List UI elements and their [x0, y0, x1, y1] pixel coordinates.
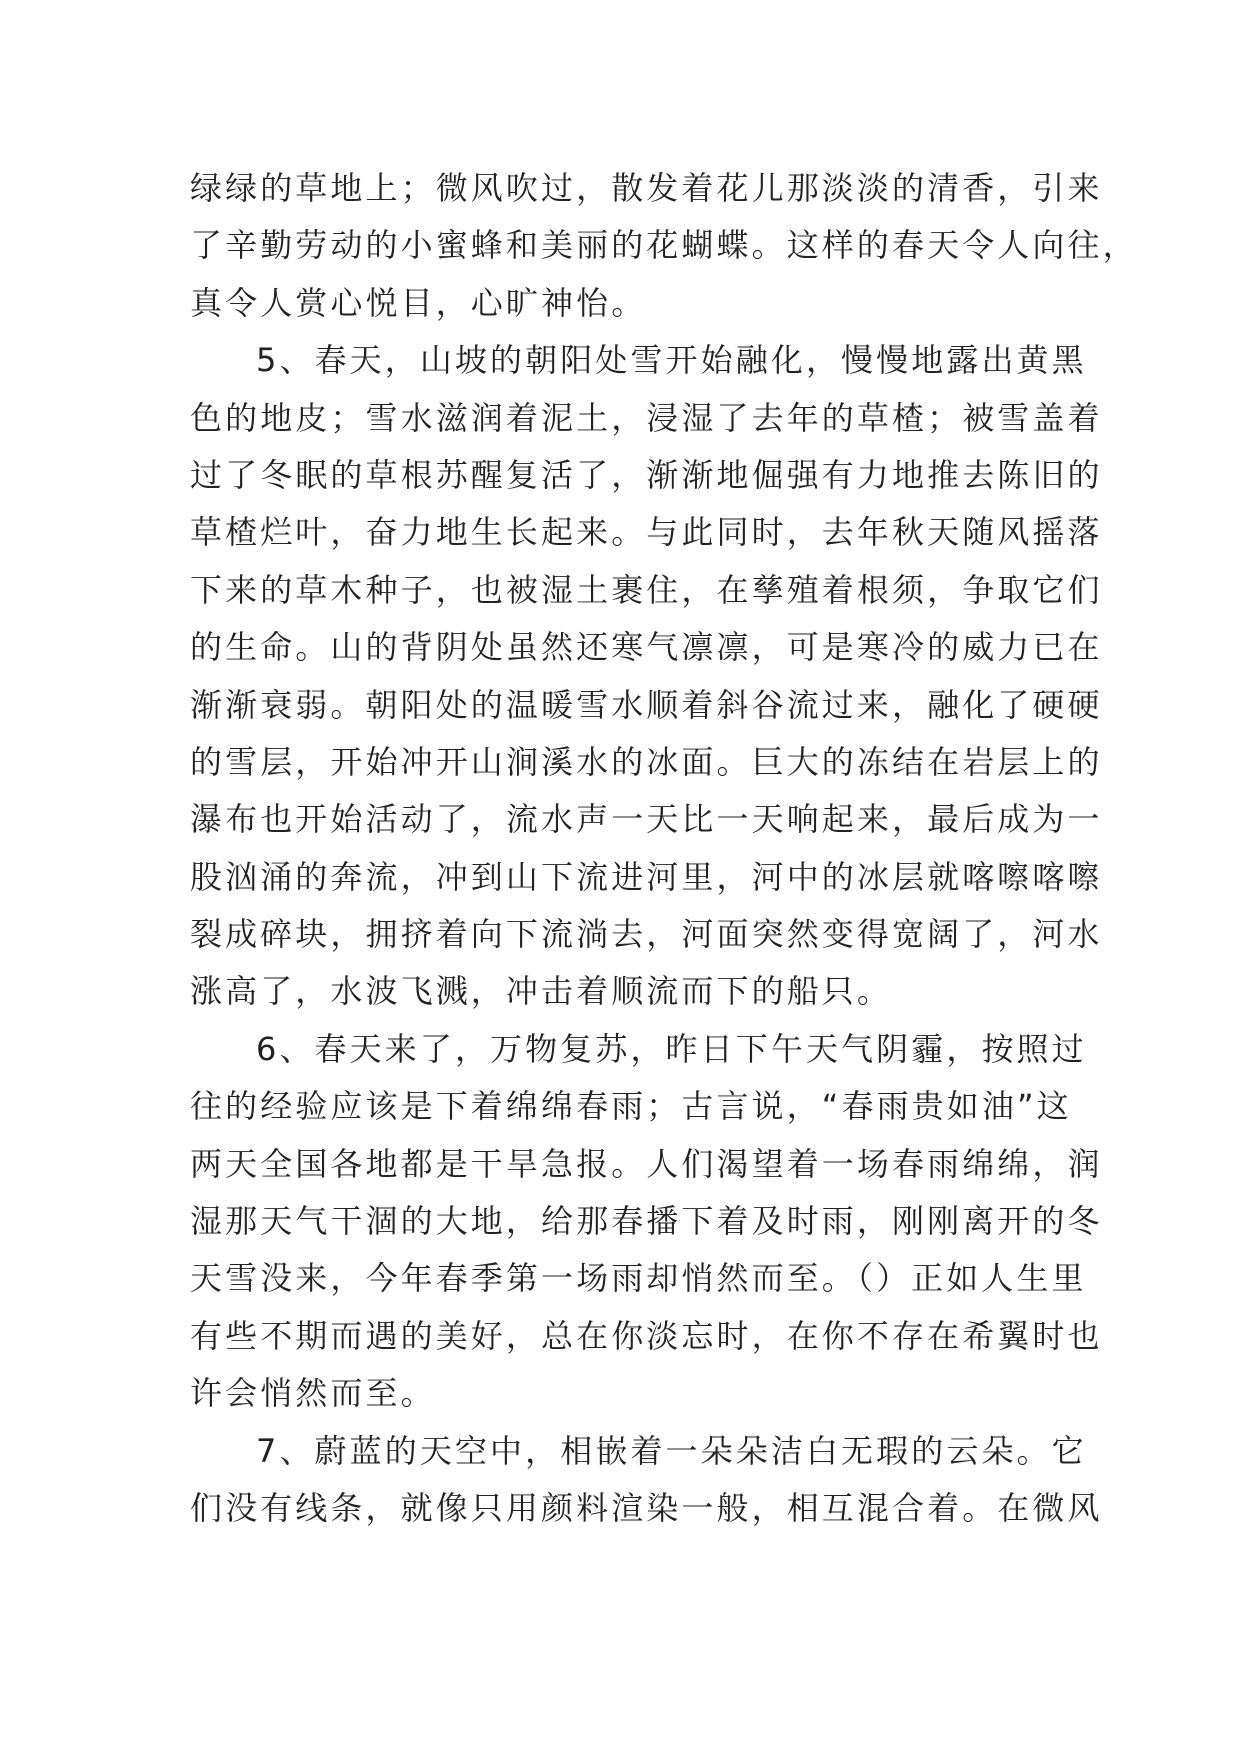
text-line: 瀑布也开始活动了，流水声一天比一天响起来，最后成为一 — [190, 800, 1103, 839]
text-line: 渐渐衰弱。朝阳处的温暖雪水顺着斜谷流过来，融化了硬硬 — [190, 685, 1103, 724]
text-line: 有些不期而遇的美好，总在你淡忘时，在你不存在希翼时也 — [190, 1316, 1103, 1355]
text-line: 湿那天气干涸的大地，给那春播下着及时雨，刚刚离开的冬 — [190, 1202, 1103, 1241]
text-line: 许会悄然而至。 — [190, 1374, 436, 1413]
text-line: 下来的草木种子，也被湿土裹住，在孳殖着根须，争取它们 — [190, 570, 1103, 609]
paragraph-first-line: 6、春天来了，万物复苏，昨日下午天气阴霾，按照过 — [256, 1029, 1087, 1068]
text-line: 涨高了，水波飞溅，冲击着顺流而下的船只。 — [190, 972, 893, 1011]
text-line: 过了冬眠的草根苏醒复活了，渐渐地倔强有力地推去陈旧的 — [190, 455, 1103, 494]
text-line: 真令人赏心悦目，心旷神怡。 — [190, 283, 647, 322]
text-line: 两天全国各地都是干旱急报。人们渴望着一场春雨绵绵，润 — [190, 1144, 1103, 1183]
text-line: 了辛勤劳动的小蜜蜂和美丽的花蝴蝶。这样的春天令人向往， — [190, 226, 1138, 265]
text-line: 的生命。山的背阴处虽然还寒气凛凛，可是寒冷的威力已在 — [190, 628, 1103, 667]
text-line: 们没有线条，就像只用颜料渲染一般，相互混合着。在微风 — [190, 1488, 1103, 1527]
body-text — [190, 160, 1138, 1537]
paragraph-first-line: 5、春天，山坡的朝阳处雪开始融化，慢慢地露出黄黑 — [256, 341, 1087, 380]
text-line: 股汹涌的奔流，冲到山下流进河里，河中的冰层就喀嚓喀嚓 — [190, 857, 1103, 896]
paragraph-first-line: 7、蔚蓝的天空中，相嵌着一朵朵洁白无瑕的云朵。它 — [256, 1431, 1087, 1470]
text-line: 天雪没来，今年春季第一场雨却悄然而至。（）正如人生里 — [190, 1259, 1087, 1298]
text-line: 往的经验应该是下着绵绵春雨；古言说，“春雨贵如油”这 — [190, 1087, 1072, 1126]
text-line: 色的地皮；雪水滋润着泥土，浸湿了去年的草楂；被雪盖着 — [190, 398, 1103, 437]
text-line: 裂成碎块，拥挤着向下流淌去，河面突然变得宽阔了，河水 — [190, 915, 1103, 954]
text-line: 草楂烂叶，奋力地生长起来。与此同时，去年秋天随风摇落 — [190, 513, 1103, 552]
text-line: 绿绿的草地上；微风吹过，散发着花儿那淡淡的清香，引来 — [190, 169, 1103, 207]
text-line: 的雪层，开始冲开山涧溪水的冰面。巨大的冻结在岩层上的 — [190, 742, 1103, 781]
